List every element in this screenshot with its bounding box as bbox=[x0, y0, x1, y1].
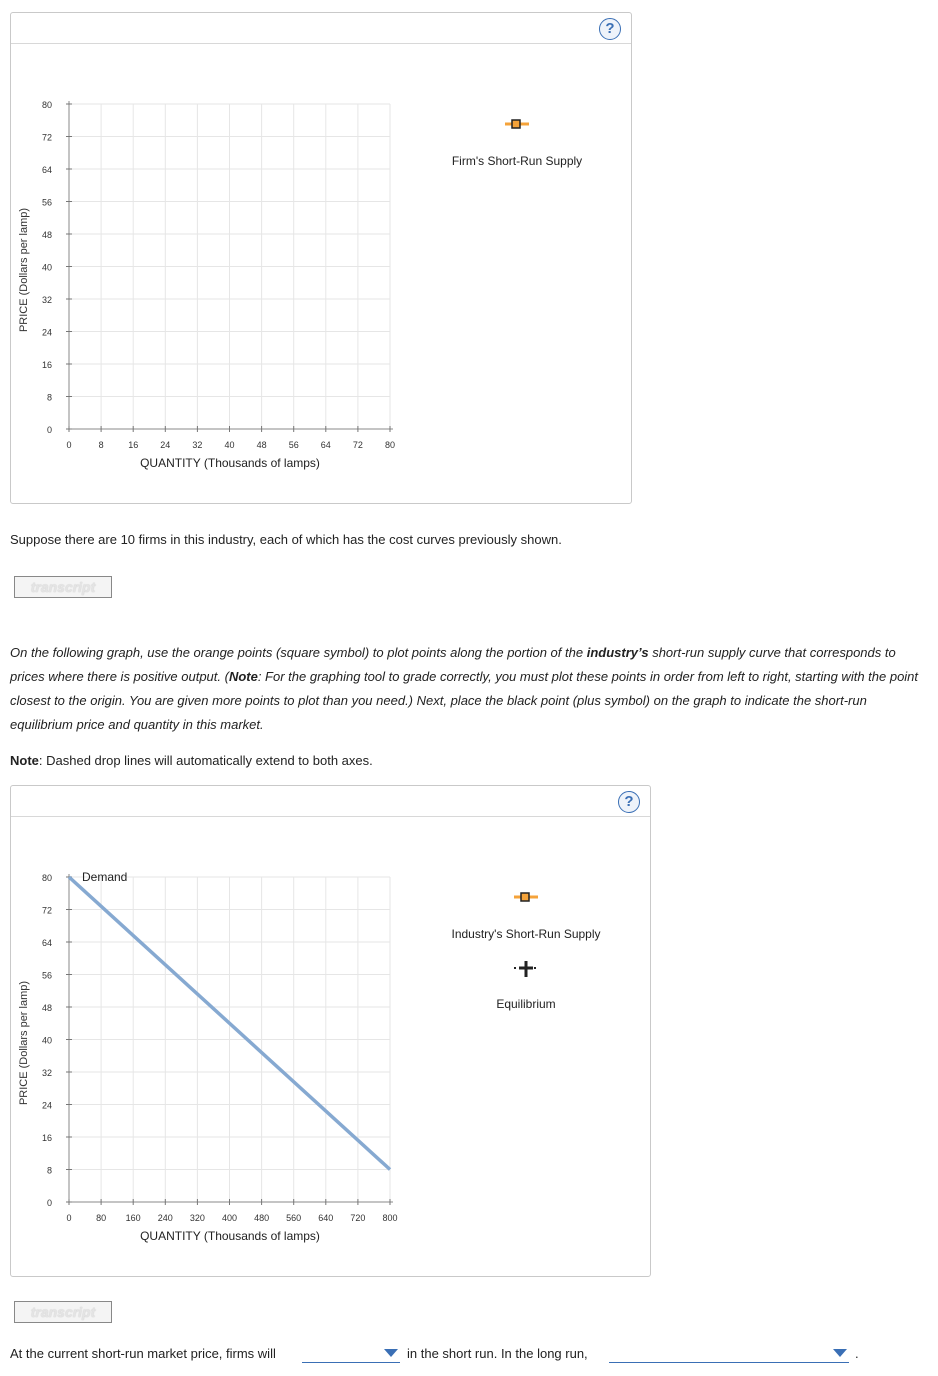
graph1-y-tick-label: 56 bbox=[41, 197, 52, 208]
graph2-x-axis-label: QUANTITY (Thousands of lamps) bbox=[140, 1229, 320, 1243]
graph1-y-tick-label: 48 bbox=[41, 230, 52, 240]
graph2-y-tick-label: 24 bbox=[41, 1100, 52, 1111]
graph2-x-ticks bbox=[66, 1199, 397, 1223]
graph1-x-tick-label: 80 bbox=[384, 440, 396, 450]
instructions-part2: short-run supply curve that corresponds to prices where there is positive output. ( bbox=[10, 645, 896, 684]
graph2-x-tick-label: 800 bbox=[382, 1213, 398, 1223]
instructions-part1: On the following graph, use the orange points (square symbol) to plot points along the portion of the bbox=[10, 645, 587, 660]
graph1-x-tick-label: 32 bbox=[192, 440, 203, 450]
graph1-supply-legend-label: Firm's Short-Run Supply bbox=[451, 154, 583, 168]
graph2-x-tick-label: 400 bbox=[221, 1213, 238, 1223]
firms-action-dropdown[interactable] bbox=[302, 1344, 400, 1363]
graph2-supply-legend-label: Industry's Short-Run Supply bbox=[451, 927, 601, 941]
graph1-y-tick-label: 64 bbox=[41, 165, 52, 175]
transcript-button-1[interactable]: transcript bbox=[14, 576, 112, 598]
graph1-y-tick-label: 32 bbox=[41, 295, 52, 305]
graph2-x-tick-label: 80 bbox=[96, 1213, 107, 1223]
instructions-part3: : For the graphing tool to grade correctly, you must plot these points in order from left to right, starting with the point closest to the origin. You are given more points to plot than you need.) Next, place the black point (plus symbol) on the graph to indicate the short-run equilibrium price and quantity in this market. bbox=[10, 669, 919, 732]
bottom-sentence-part2: in the short run. In the long run, bbox=[407, 1346, 588, 1361]
graph2-y-axis-label: PRICE (Dollars per lamp) bbox=[18, 980, 30, 1106]
graph1-y-tick-label: 8 bbox=[46, 392, 52, 403]
graph1-y-tick-label: 16 bbox=[41, 360, 52, 370]
graph2-y-tick-label: 16 bbox=[41, 1133, 52, 1143]
graph2-demand-label: Demand bbox=[82, 870, 128, 884]
graph2-y-tick-label: 80 bbox=[41, 873, 52, 883]
graph1-x-tick-label: 48 bbox=[256, 440, 267, 450]
instructions-paragraph bbox=[10, 641, 922, 737]
graph1-x-tick-label: 16 bbox=[128, 440, 139, 450]
graph2-x-tick-label: 160 bbox=[125, 1213, 141, 1223]
graph1-help-icon[interactable]: ? bbox=[599, 18, 621, 40]
graph1-x-tick-label: 56 bbox=[288, 440, 299, 450]
instructions-bold-industry: industry’s bbox=[586, 645, 649, 660]
graph2-y-tick-label: 64 bbox=[41, 938, 52, 948]
chevron-down-icon bbox=[833, 1349, 847, 1357]
graph1-y-axis-label: PRICE (Dollars per lamp) bbox=[18, 207, 30, 333]
graph1-x-tick-label: 24 bbox=[160, 440, 171, 450]
graph1-x-tick-label: 8 bbox=[98, 440, 104, 450]
intro-text: Suppose there are 10 firms in this industry, each of which has the cost curves previously shown. bbox=[10, 532, 562, 547]
graph2-equilibrium-legend-marker[interactable] bbox=[514, 961, 538, 977]
graph2-x-tick-label: 0 bbox=[66, 1213, 72, 1223]
graph1-y-ticks bbox=[42, 100, 72, 435]
graph1-x-tick-label: 64 bbox=[320, 440, 331, 450]
graph2-y-tick-label: 0 bbox=[46, 1198, 52, 1208]
graph1-x-tick-label: 72 bbox=[352, 440, 363, 450]
graph1-y-tick-label: 72 bbox=[41, 132, 52, 143]
graph1-y-tick-label: 24 bbox=[41, 327, 52, 338]
bottom-sentence-end: . bbox=[855, 1346, 859, 1361]
graph2-x-tick-label: 560 bbox=[286, 1213, 302, 1223]
instructions-note-label: Note bbox=[228, 669, 258, 684]
graph1-chart[interactable] bbox=[0, 0, 938, 520]
graph2-chart[interactable] bbox=[0, 770, 938, 1290]
bottom-sentence-part1: At the current short-run market price, firms will bbox=[10, 1346, 276, 1361]
graph1-y-tick-label: 0 bbox=[46, 425, 52, 435]
graph2-y-tick-label: 56 bbox=[41, 970, 52, 981]
graph2-equilibrium-legend-label: Equilibrium bbox=[496, 997, 556, 1011]
chevron-down-icon bbox=[384, 1349, 398, 1357]
graph2-x-tick-label: 720 bbox=[350, 1213, 366, 1223]
graph2-y-tick-label: 72 bbox=[41, 905, 52, 916]
graph1-y-tick-label: 80 bbox=[41, 100, 52, 110]
graph2-y-tick-label: 48 bbox=[41, 1003, 52, 1013]
graph2-supply-legend-marker[interactable] bbox=[514, 893, 538, 901]
graph1-y-tick-label: 40 bbox=[41, 262, 52, 273]
graph2-x-tick-label: 320 bbox=[189, 1213, 205, 1223]
graph1-x-axis-label: QUANTITY (Thousands of lamps) bbox=[140, 456, 320, 470]
graph2-x-tick-label: 640 bbox=[318, 1213, 334, 1223]
graph2-y-tick-label: 32 bbox=[41, 1068, 52, 1078]
graph2-x-tick-label: 240 bbox=[157, 1213, 173, 1223]
graph2-y-ticks bbox=[42, 873, 72, 1208]
graph2-help-icon[interactable]: ? bbox=[618, 791, 640, 813]
graph2-grid bbox=[66, 874, 393, 1205]
transcript-button-2[interactable]: transcript bbox=[14, 1301, 112, 1323]
graph2-y-tick-label: 8 bbox=[46, 1165, 52, 1176]
graph2-x-tick-label: 480 bbox=[254, 1213, 270, 1223]
graph1-supply-legend-marker[interactable] bbox=[505, 120, 529, 128]
note-label: Note bbox=[10, 753, 39, 768]
graph1-x-ticks bbox=[66, 426, 395, 450]
note-text: : Dashed drop lines will automatically extend to both axes. bbox=[38, 753, 373, 768]
graph1-x-tick-label: 0 bbox=[66, 440, 72, 450]
graph1-x-tick-label: 40 bbox=[224, 440, 235, 450]
graph1-grid bbox=[66, 101, 393, 432]
graph2-y-tick-label: 40 bbox=[41, 1035, 52, 1046]
long-run-dropdown[interactable] bbox=[609, 1344, 849, 1363]
